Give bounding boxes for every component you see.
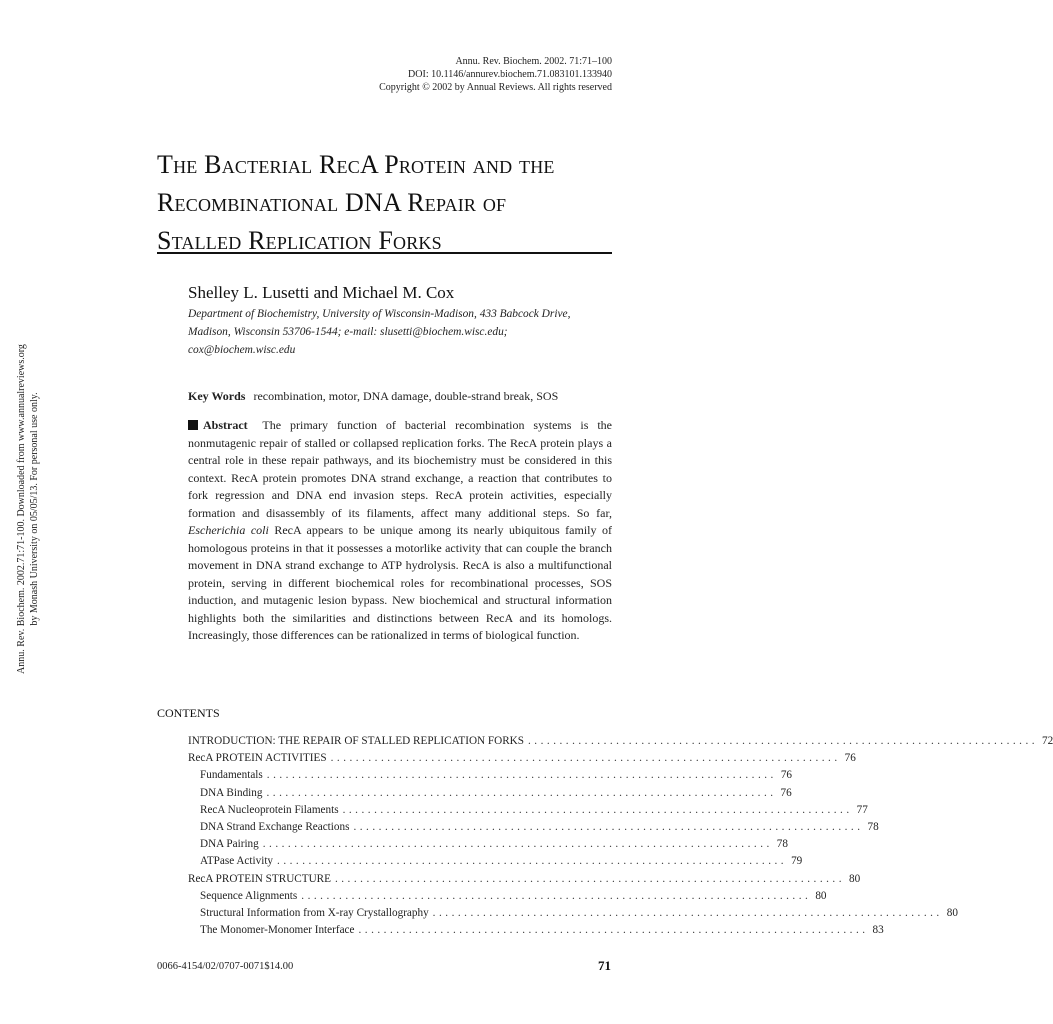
toc-leader: ................................................................................. xyxy=(266,769,777,782)
toc-leader: ................................................................................. xyxy=(330,752,841,765)
toc-entry-page: 83 xyxy=(872,924,884,937)
toc-entry-page: 77 xyxy=(856,803,868,816)
abstract-text-part-2: RecA appears to be unique among its nearly ubiquitous family of homologous proteins in that it possesses a motorlike activity that can couple the branch movement in DNA strand exchange to ATP hydrolysis. RecA is also a multifunctional protein, serving in different biochemical roles for recombinational processes, SOS induction, and mutagenic lesion bypass. New biochemical and structural information highlights both the similarities and distinctions between RecA and its homologs. Increasingly, those differences can be rationalized in terms of biological function. xyxy=(188,523,613,642)
toc-leader: ................................................................................. xyxy=(353,820,864,833)
toc-entry-title: Sequence Alignments xyxy=(200,889,298,902)
keywords xyxy=(188,389,558,404)
toc-entry-page: 80 xyxy=(849,872,861,885)
toc-entry-title: RecA Nucleoprotein Filaments xyxy=(200,803,339,816)
abstract-label: Abstract xyxy=(203,418,248,432)
abstract-text-part-1: The primary function of bacterial recombination systems is the nonmutagenic repair of stalled or collapsed replication forks. The RecA protein plays a central role in these repair pathways, and its biochemistry must be considered in this context. RecA protein promotes DNA strand exchange, a reaction that contributes to fork regression and DNA end invasion steps. RecA protein activities, especially formation and disassembly of its filaments, affect many additional steps. So far, xyxy=(188,418,612,520)
toc-entry[interactable] xyxy=(188,819,879,836)
toc-entry-page: 78 xyxy=(867,820,879,833)
toc-entry-title: DNA Pairing xyxy=(200,838,259,851)
toc-entry-page: 80 xyxy=(946,906,958,919)
toc-entry[interactable] xyxy=(188,836,788,853)
toc-leader: ................................................................................. xyxy=(528,735,1039,747)
table-of-contents xyxy=(188,733,1053,939)
toc-entry-page: 78 xyxy=(776,838,788,851)
abstract-organism: Escherichia coli xyxy=(188,523,269,537)
toc-entry-page: 79 xyxy=(791,855,803,868)
journal-doi: DOI: 10.1146/annurev.biochem.71.083101.133940 xyxy=(408,69,612,80)
toc-entry-page: 76 xyxy=(780,786,792,799)
toc-entry-title: RecA PROTEIN ACTIVITIES xyxy=(188,752,327,765)
toc-entry-title: Structural Information from X-ray Crystallography xyxy=(200,906,429,919)
title-divider xyxy=(157,252,612,254)
contents-heading: CONTENTS xyxy=(157,706,220,720)
toc-entry[interactable] xyxy=(188,922,884,939)
toc-entry[interactable] xyxy=(188,853,803,870)
toc-entry-page: 76 xyxy=(780,769,793,782)
journal-copyright: Copyright © 2002 by Annual Reviews. All rights reserved xyxy=(379,82,612,93)
toc-entry[interactable] xyxy=(188,888,827,905)
toc-entry-page: 80 xyxy=(815,889,827,902)
download-watermark-line-1: Annu. Rev. Biochem. 2002.71:71-100. Downloaded from www.annualreviews.org xyxy=(16,344,27,674)
toc-entry-title: RecA PROTEIN STRUCTURE xyxy=(188,872,331,885)
journal-info xyxy=(379,55,612,94)
toc-entry[interactable] xyxy=(188,871,861,888)
title-line-3: Stalled Replication Forks xyxy=(157,226,442,255)
toc-entry[interactable] xyxy=(188,767,793,784)
toc-leader: ................................................................................. xyxy=(358,924,869,937)
abstract xyxy=(188,417,612,645)
toc-entry[interactable] xyxy=(188,733,1053,750)
abstract-square-icon xyxy=(188,420,198,430)
footer-issn: 0066-4154/02/0707-0071$14.00 xyxy=(157,961,294,972)
toc-leader: ................................................................................. xyxy=(301,889,812,902)
keywords-label: Key Words xyxy=(188,389,246,403)
keywords-text: recombination, motor, DNA damage, double-strand break, SOS xyxy=(253,389,559,403)
title-line-1: The Bacterial RecA Protein and the xyxy=(157,150,555,179)
toc-leader: ................................................................................. xyxy=(277,855,788,868)
toc-leader: ................................................................................. xyxy=(266,786,777,799)
toc-entry[interactable] xyxy=(188,750,856,767)
page-number: 71 xyxy=(598,958,611,973)
title-line-2: Recombinational DNA Repair of xyxy=(157,188,507,217)
toc-entry-title: INTRODUCTION: THE REPAIR OF STALLED REPLICATION FORKS xyxy=(188,735,524,747)
toc-leader: ................................................................................. xyxy=(342,803,853,816)
toc-entry-page: 76 xyxy=(844,752,856,765)
article-title xyxy=(157,146,617,260)
download-watermark xyxy=(15,279,41,739)
toc-entry[interactable] xyxy=(188,785,792,802)
toc-entry-title: DNA Binding xyxy=(200,786,263,799)
affiliation: Department of Biochemistry, University of Wisconsin-Madison, 433 Babcock Drive, Madison, Wisconsin 53706-1544; e-mail: slusetti@biochem.wisc.edu; cox@biochem.wisc.edu xyxy=(188,308,571,356)
journal-citation: Annu. Rev. Biochem. 2002. 71:71–100 xyxy=(455,56,612,67)
toc-entry[interactable] xyxy=(188,802,868,819)
download-watermark-line-2: by Monash University on 05/05/13. For personal use only. xyxy=(29,392,40,626)
toc-entry[interactable] xyxy=(188,905,958,922)
toc-entry-title: ATPase Activity xyxy=(200,855,274,868)
toc-entry-title: The Monomer-Monomer Interface xyxy=(200,924,355,937)
toc-leader: ................................................................................. xyxy=(334,872,845,885)
toc-entry-title: DNA Strand Exchange Reactions xyxy=(200,820,350,833)
toc-leader: ................................................................................. xyxy=(262,838,773,851)
toc-leader: ................................................................................. xyxy=(432,906,943,919)
toc-entry-page: 72 xyxy=(1042,735,1053,747)
authors: Shelley L. Lusetti and Michael M. Cox xyxy=(188,283,455,302)
toc-entry-title: Fundamentals xyxy=(200,769,263,782)
